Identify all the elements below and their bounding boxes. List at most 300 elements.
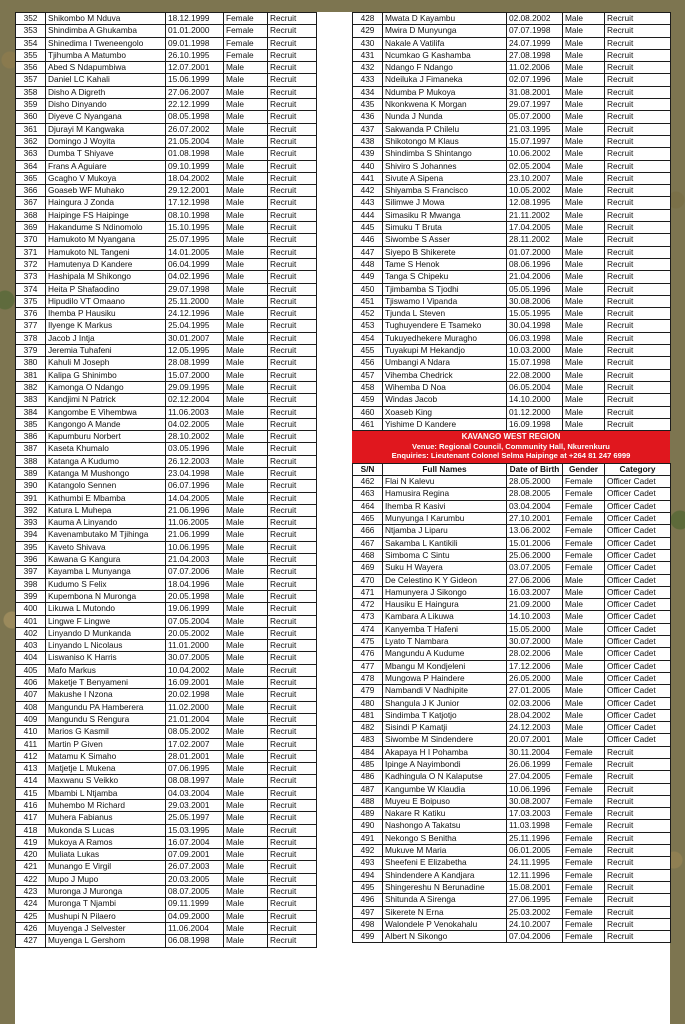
cell-sn: 424 bbox=[16, 898, 46, 910]
cell-gender: Male bbox=[563, 697, 605, 709]
cell-date-of-birth: 28.08.2005 bbox=[507, 488, 563, 500]
cell-gender: Male bbox=[224, 775, 268, 787]
table-row bbox=[16, 13, 317, 25]
cell-full-name: Heita P Shafaodino bbox=[46, 283, 166, 295]
cell-gender: Male bbox=[224, 640, 268, 652]
table-row bbox=[353, 25, 671, 37]
cell-full-name: Muliata Lukas bbox=[46, 849, 166, 861]
cell-full-name: Makushe I Nzona bbox=[46, 689, 166, 701]
cell-category: Recruit bbox=[605, 808, 671, 820]
cell-gender: Female bbox=[563, 549, 605, 561]
left-table bbox=[15, 12, 317, 948]
cell-date-of-birth: 06.03.1998 bbox=[507, 332, 563, 344]
cell-full-name: Katura L Muhepa bbox=[46, 504, 166, 516]
cell-full-name: Albert N Sikongo bbox=[383, 931, 507, 943]
cell-sn: 379 bbox=[16, 345, 46, 357]
cell-date-of-birth: 29.03.2001 bbox=[166, 800, 224, 812]
table-row bbox=[16, 812, 317, 824]
cell-date-of-birth: 08.05.2002 bbox=[166, 726, 224, 738]
cell-category: Recruit bbox=[268, 332, 317, 344]
table-row bbox=[16, 99, 317, 111]
cell-gender: Male bbox=[563, 332, 605, 344]
cell-full-name: Shitunda A Sirenga bbox=[383, 894, 507, 906]
cell-date-of-birth: 11.03.1998 bbox=[507, 820, 563, 832]
cell-date-of-birth: 30.11.2004 bbox=[507, 746, 563, 758]
cell-full-name: Liswaniso K Harris bbox=[46, 652, 166, 664]
cell-date-of-birth: 23.04.1998 bbox=[166, 467, 224, 479]
cell-gender: Female bbox=[224, 25, 268, 37]
cell-sn: 356 bbox=[16, 62, 46, 74]
cell-sn: 381 bbox=[16, 369, 46, 381]
cell-gender: Male bbox=[563, 381, 605, 393]
cell-category: Recruit bbox=[605, 222, 671, 234]
cell-date-of-birth: 21.04.2006 bbox=[507, 271, 563, 283]
table-row bbox=[353, 795, 671, 807]
cell-category: Recruit bbox=[268, 787, 317, 799]
header-full-names: Full Names bbox=[383, 463, 507, 475]
cell-sn: 480 bbox=[353, 697, 383, 709]
cell-gender: Male bbox=[224, 763, 268, 775]
cell-category: Officer Cadet bbox=[605, 562, 671, 574]
cell-sn: 457 bbox=[353, 369, 383, 381]
cell-category: Recruit bbox=[268, 627, 317, 639]
cell-full-name: Kanyemba T Hafeni bbox=[383, 623, 507, 635]
cell-category: Recruit bbox=[605, 283, 671, 295]
table-row bbox=[353, 394, 671, 406]
cell-gender: Male bbox=[563, 99, 605, 111]
cell-sn: 441 bbox=[353, 172, 383, 184]
cell-full-name: Walondele P Venokahalu bbox=[383, 918, 507, 930]
cell-date-of-birth: 28.08.1999 bbox=[166, 357, 224, 369]
cell-category: Recruit bbox=[605, 271, 671, 283]
table-row bbox=[353, 111, 671, 123]
cell-category: Officer Cadet bbox=[605, 734, 671, 746]
table-row bbox=[16, 74, 317, 86]
cell-sn: 434 bbox=[353, 86, 383, 98]
cell-category: Recruit bbox=[605, 172, 671, 184]
cell-date-of-birth: 28.10.2002 bbox=[166, 431, 224, 443]
cell-category: Recruit bbox=[605, 820, 671, 832]
cell-date-of-birth: 16.09.1998 bbox=[507, 418, 563, 430]
cell-sn: 497 bbox=[353, 906, 383, 918]
table-row bbox=[353, 759, 671, 771]
cell-gender: Male bbox=[563, 394, 605, 406]
cell-date-of-birth: 02.05.2004 bbox=[507, 160, 563, 172]
cell-category: Recruit bbox=[268, 418, 317, 430]
cell-gender: Male bbox=[563, 636, 605, 648]
table-row bbox=[16, 886, 317, 898]
cell-category: Recruit bbox=[605, 160, 671, 172]
cell-full-name: Kawana G Kangura bbox=[46, 554, 166, 566]
cell-category: Recruit bbox=[268, 504, 317, 516]
table-row bbox=[353, 599, 671, 611]
cell-category: Recruit bbox=[268, 37, 317, 49]
table-row bbox=[16, 640, 317, 652]
table-row bbox=[16, 320, 317, 332]
cell-date-of-birth: 12.07.2001 bbox=[166, 62, 224, 74]
cell-date-of-birth: 25.04.1995 bbox=[166, 320, 224, 332]
cell-gender: Male bbox=[224, 381, 268, 393]
region-banner bbox=[352, 431, 670, 463]
cell-date-of-birth: 03.07.2005 bbox=[507, 562, 563, 574]
table-row bbox=[16, 750, 317, 762]
cell-sn: 491 bbox=[353, 832, 383, 844]
cell-gender: Male bbox=[224, 873, 268, 885]
cell-gender: Female bbox=[563, 746, 605, 758]
cell-sn: 410 bbox=[16, 726, 46, 738]
cell-gender: Male bbox=[563, 37, 605, 49]
cell-full-name: Gcagho V Mukoya bbox=[46, 172, 166, 184]
cell-sn: 354 bbox=[16, 37, 46, 49]
cell-date-of-birth: 27.08.1998 bbox=[507, 49, 563, 61]
cell-sn: 439 bbox=[353, 148, 383, 160]
cell-category: Recruit bbox=[268, 431, 317, 443]
cell-date-of-birth: 26.05.2000 bbox=[507, 672, 563, 684]
table-row bbox=[353, 746, 671, 758]
cell-sn: 450 bbox=[353, 283, 383, 295]
cell-date-of-birth: 19.06.1999 bbox=[166, 603, 224, 615]
header-gender: Gender bbox=[563, 463, 605, 475]
cell-gender: Female bbox=[563, 562, 605, 574]
cell-category: Recruit bbox=[268, 234, 317, 246]
cell-date-of-birth: 29.12.2001 bbox=[166, 185, 224, 197]
cell-date-of-birth: 30.08.2006 bbox=[507, 295, 563, 307]
cell-sn: 436 bbox=[353, 111, 383, 123]
cell-date-of-birth: 01.08.1998 bbox=[166, 148, 224, 160]
cell-sn: 382 bbox=[16, 381, 46, 393]
cell-date-of-birth: 27.04.2005 bbox=[507, 771, 563, 783]
cell-gender: Male bbox=[224, 99, 268, 111]
cell-category: Recruit bbox=[268, 295, 317, 307]
enquiries-text: Enquiries: Lieutenant Colonel Selma Haipinge at +264 81 247 6999 bbox=[391, 451, 631, 461]
cell-sn: 456 bbox=[353, 357, 383, 369]
cell-gender: Male bbox=[563, 62, 605, 74]
cell-sn: 493 bbox=[353, 857, 383, 869]
cell-full-name: Mukoya A Ramos bbox=[46, 836, 166, 848]
table-row bbox=[353, 86, 671, 98]
cell-date-of-birth: 30.08.2007 bbox=[507, 795, 563, 807]
cell-date-of-birth: 10.06.1996 bbox=[507, 783, 563, 795]
cell-full-name: Kangongo A Mande bbox=[46, 418, 166, 430]
cell-category: Recruit bbox=[268, 381, 317, 393]
cell-gender: Female bbox=[563, 795, 605, 807]
cell-sn: 377 bbox=[16, 320, 46, 332]
cell-sn: 426 bbox=[16, 922, 46, 934]
cell-full-name: Simuku T Bruta bbox=[383, 222, 507, 234]
cell-gender: Male bbox=[224, 738, 268, 750]
cell-full-name: Tuyakupi M Hekandjo bbox=[383, 345, 507, 357]
cell-category: Officer Cadet bbox=[605, 672, 671, 684]
table-row bbox=[16, 898, 317, 910]
cell-full-name: Mushupi N Pilaero bbox=[46, 910, 166, 922]
cell-full-name: Likuwa L Mutondo bbox=[46, 603, 166, 615]
cell-date-of-birth: 07.07.1998 bbox=[507, 25, 563, 37]
cell-date-of-birth: 10.03.2000 bbox=[507, 345, 563, 357]
cell-gender: Male bbox=[224, 332, 268, 344]
cell-date-of-birth: 27.06.2006 bbox=[507, 574, 563, 586]
cell-date-of-birth: 28.02.2006 bbox=[507, 648, 563, 660]
right-column bbox=[352, 12, 670, 943]
cell-gender: Male bbox=[563, 357, 605, 369]
cell-date-of-birth: 15.05.2000 bbox=[507, 623, 563, 635]
cell-gender: Male bbox=[224, 529, 268, 541]
cell-category: Recruit bbox=[605, 185, 671, 197]
cell-sn: 360 bbox=[16, 111, 46, 123]
table-row bbox=[16, 431, 317, 443]
cell-full-name: Mupo J Mupo bbox=[46, 873, 166, 885]
cell-category: Recruit bbox=[605, 234, 671, 246]
cell-date-of-birth: 07.07.2006 bbox=[166, 566, 224, 578]
cell-date-of-birth: 25.07.1995 bbox=[166, 234, 224, 246]
cell-gender: Male bbox=[224, 935, 268, 947]
cell-full-name: Maketje T Benyameni bbox=[46, 677, 166, 689]
cell-category: Recruit bbox=[605, 197, 671, 209]
cell-sn: 486 bbox=[353, 771, 383, 783]
cell-category: Recruit bbox=[605, 381, 671, 393]
table-row bbox=[353, 537, 671, 549]
cell-gender: Male bbox=[563, 222, 605, 234]
cell-category: Recruit bbox=[268, 406, 317, 418]
cell-category: Recruit bbox=[268, 172, 317, 184]
cell-gender: Male bbox=[224, 590, 268, 602]
cell-category: Officer Cadet bbox=[605, 636, 671, 648]
cell-sn: 498 bbox=[353, 918, 383, 930]
cell-full-name: Lyato T Nambara bbox=[383, 636, 507, 648]
cell-date-of-birth: 10.05.2002 bbox=[507, 185, 563, 197]
cell-date-of-birth: 14.10.2003 bbox=[507, 611, 563, 623]
table-row bbox=[353, 586, 671, 598]
cell-date-of-birth: 18.12.1999 bbox=[166, 13, 224, 25]
cell-category: Officer Cadet bbox=[605, 513, 671, 525]
cell-category: Recruit bbox=[268, 566, 317, 578]
cell-sn: 365 bbox=[16, 172, 46, 184]
table-row bbox=[353, 549, 671, 561]
cell-full-name: Siyepo B Shikerete bbox=[383, 246, 507, 258]
cell-full-name: Sisindi P Kamatji bbox=[383, 722, 507, 734]
cell-sn: 435 bbox=[353, 99, 383, 111]
cell-category: Officer Cadet bbox=[605, 648, 671, 660]
cell-full-name: Muyenga J Selvester bbox=[46, 922, 166, 934]
table-row bbox=[16, 172, 317, 184]
cell-gender: Male bbox=[563, 345, 605, 357]
cell-full-name: Shinedima I Tweneengolo bbox=[46, 37, 166, 49]
cell-category: Recruit bbox=[268, 603, 317, 615]
table-row bbox=[353, 209, 671, 221]
table-row bbox=[353, 74, 671, 86]
cell-date-of-birth: 26.06.1999 bbox=[507, 759, 563, 771]
cell-category: Recruit bbox=[268, 320, 317, 332]
table-row bbox=[353, 611, 671, 623]
cell-full-name: Hamutenya D Kandere bbox=[46, 258, 166, 270]
cell-sn: 402 bbox=[16, 627, 46, 639]
cell-sn: 470 bbox=[353, 574, 383, 586]
cell-full-name: Jacob J Intja bbox=[46, 332, 166, 344]
table-row bbox=[16, 713, 317, 725]
cell-full-name: Kangombe E Vihembwa bbox=[46, 406, 166, 418]
cell-category: Recruit bbox=[268, 800, 317, 812]
cell-gender: Male bbox=[563, 13, 605, 25]
cell-gender: Female bbox=[563, 537, 605, 549]
cell-full-name: Goaseb WF Muhako bbox=[46, 185, 166, 197]
cell-date-of-birth: 11.06.2004 bbox=[166, 922, 224, 934]
cell-category: Recruit bbox=[268, 922, 317, 934]
table-row bbox=[353, 320, 671, 332]
cell-date-of-birth: 27.06.1995 bbox=[507, 894, 563, 906]
cell-full-name: Haipinge FS Haipinge bbox=[46, 209, 166, 221]
cell-category: Recruit bbox=[268, 148, 317, 160]
cell-sn: 380 bbox=[16, 357, 46, 369]
cell-date-of-birth: 20.03.2005 bbox=[166, 873, 224, 885]
cell-gender: Male bbox=[224, 517, 268, 529]
cell-gender: Female bbox=[563, 894, 605, 906]
cell-sn: 404 bbox=[16, 652, 46, 664]
table-row bbox=[16, 922, 317, 934]
cell-full-name: Daniel LC Kahali bbox=[46, 74, 166, 86]
cell-sn: 476 bbox=[353, 648, 383, 660]
cell-sn: 468 bbox=[353, 549, 383, 561]
table-row bbox=[353, 709, 671, 721]
cell-date-of-birth: 21.09.2000 bbox=[507, 599, 563, 611]
table-row bbox=[16, 222, 317, 234]
venue-text: Venue: Regional Council, Community Hall, Nkurenkuru bbox=[412, 441, 610, 451]
cell-full-name: Flai N Kalevu bbox=[383, 476, 507, 488]
table-row bbox=[16, 283, 317, 295]
cell-sn: 389 bbox=[16, 467, 46, 479]
table-row bbox=[353, 881, 671, 893]
cell-full-name: Mafo Markus bbox=[46, 664, 166, 676]
cell-category: Recruit bbox=[605, 25, 671, 37]
cell-sn: 399 bbox=[16, 590, 46, 602]
cell-sn: 353 bbox=[16, 25, 46, 37]
cell-gender: Female bbox=[563, 525, 605, 537]
cell-sn: 387 bbox=[16, 443, 46, 455]
cell-date-of-birth: 24.10.2007 bbox=[507, 918, 563, 930]
cell-date-of-birth: 11.02.2000 bbox=[166, 701, 224, 713]
cell-full-name: Simboma C Sintu bbox=[383, 549, 507, 561]
cell-category: Recruit bbox=[268, 99, 317, 111]
cell-gender: Male bbox=[224, 652, 268, 664]
table-row bbox=[16, 443, 317, 455]
cell-full-name: Kathumbi E Mbamba bbox=[46, 492, 166, 504]
cell-category: Recruit bbox=[268, 443, 317, 455]
table-row bbox=[16, 873, 317, 885]
cell-date-of-birth: 22.12.1999 bbox=[166, 99, 224, 111]
cell-category: Recruit bbox=[268, 750, 317, 762]
cell-gender: Female bbox=[563, 476, 605, 488]
table-row bbox=[353, 234, 671, 246]
table-row bbox=[353, 197, 671, 209]
cell-category: Recruit bbox=[605, 894, 671, 906]
cell-sn: 391 bbox=[16, 492, 46, 504]
cell-category: Recruit bbox=[268, 701, 317, 713]
cell-sn: 430 bbox=[353, 37, 383, 49]
table-row bbox=[353, 525, 671, 537]
cell-date-of-birth: 17.04.2005 bbox=[507, 222, 563, 234]
cell-full-name: Munango E Virgil bbox=[46, 861, 166, 873]
cell-sn: 427 bbox=[16, 935, 46, 947]
cell-gender: Male bbox=[224, 246, 268, 258]
cell-date-of-birth: 27.10.2001 bbox=[507, 513, 563, 525]
cell-full-name: Shindimba A Ghukamba bbox=[46, 25, 166, 37]
table-row bbox=[16, 541, 317, 553]
table-row bbox=[353, 931, 671, 943]
cell-full-name: Kapumburu Norbert bbox=[46, 431, 166, 443]
cell-category: Recruit bbox=[268, 49, 317, 61]
cell-sn: 477 bbox=[353, 660, 383, 672]
cell-gender: Male bbox=[224, 541, 268, 553]
cell-category: Officer Cadet bbox=[605, 709, 671, 721]
cell-sn: 376 bbox=[16, 308, 46, 320]
cell-gender: Male bbox=[224, 689, 268, 701]
cell-gender: Male bbox=[563, 49, 605, 61]
cell-full-name: Muyenga L Gershom bbox=[46, 935, 166, 947]
cell-category: Recruit bbox=[268, 492, 317, 504]
cell-sn: 488 bbox=[353, 795, 383, 807]
cell-category: Recruit bbox=[268, 111, 317, 123]
cell-category: Recruit bbox=[268, 25, 317, 37]
cell-sn: 417 bbox=[16, 812, 46, 824]
cell-full-name: Simasiku R Mwanga bbox=[383, 209, 507, 221]
table-row bbox=[16, 332, 317, 344]
table-row bbox=[16, 135, 317, 147]
cell-date-of-birth: 29.07.1998 bbox=[166, 283, 224, 295]
cell-gender: Male bbox=[563, 209, 605, 221]
cell-date-of-birth: 20.07.2001 bbox=[507, 734, 563, 746]
right-bottom-table bbox=[352, 463, 671, 944]
cell-date-of-birth: 11.06.2003 bbox=[166, 406, 224, 418]
cell-category: Recruit bbox=[268, 455, 317, 467]
cell-sn: 366 bbox=[16, 185, 46, 197]
table-row bbox=[16, 689, 317, 701]
cell-category: Recruit bbox=[605, 209, 671, 221]
cell-gender: Female bbox=[224, 49, 268, 61]
cell-category: Recruit bbox=[268, 898, 317, 910]
cell-full-name: Mungowa P Haindere bbox=[383, 672, 507, 684]
cell-gender: Male bbox=[224, 406, 268, 418]
cell-sn: 451 bbox=[353, 295, 383, 307]
cell-sn: 367 bbox=[16, 197, 46, 209]
cell-gender: Male bbox=[224, 812, 268, 824]
cell-gender: Male bbox=[563, 246, 605, 258]
cell-sn: 448 bbox=[353, 258, 383, 270]
cell-category: Recruit bbox=[605, 295, 671, 307]
cell-sn: 469 bbox=[353, 562, 383, 574]
cell-category: Recruit bbox=[268, 209, 317, 221]
cell-full-name: Sakwanda P Chilelu bbox=[383, 123, 507, 135]
cell-gender: Male bbox=[224, 394, 268, 406]
cell-category: Recruit bbox=[605, 357, 671, 369]
cell-date-of-birth: 25.11.1996 bbox=[507, 832, 563, 844]
cell-date-of-birth: 07.05.2004 bbox=[166, 615, 224, 627]
cell-date-of-birth: 10.06.2002 bbox=[507, 148, 563, 160]
cell-date-of-birth: 03.05.1996 bbox=[166, 443, 224, 455]
table-row bbox=[16, 652, 317, 664]
cell-full-name: Kudumo S Felix bbox=[46, 578, 166, 590]
cell-gender: Female bbox=[563, 881, 605, 893]
cell-category: Officer Cadet bbox=[605, 660, 671, 672]
cell-full-name: Muhera Fabianus bbox=[46, 812, 166, 824]
cell-category: Recruit bbox=[605, 832, 671, 844]
cell-gender: Male bbox=[563, 86, 605, 98]
cell-gender: Female bbox=[563, 783, 605, 795]
cell-gender: Male bbox=[224, 271, 268, 283]
cell-gender: Male bbox=[563, 258, 605, 270]
cell-date-of-birth: 06.04.1999 bbox=[166, 258, 224, 270]
cell-gender: Male bbox=[563, 111, 605, 123]
cell-date-of-birth: 17.02.2007 bbox=[166, 738, 224, 750]
cell-sn: 385 bbox=[16, 418, 46, 430]
table-row bbox=[353, 808, 671, 820]
